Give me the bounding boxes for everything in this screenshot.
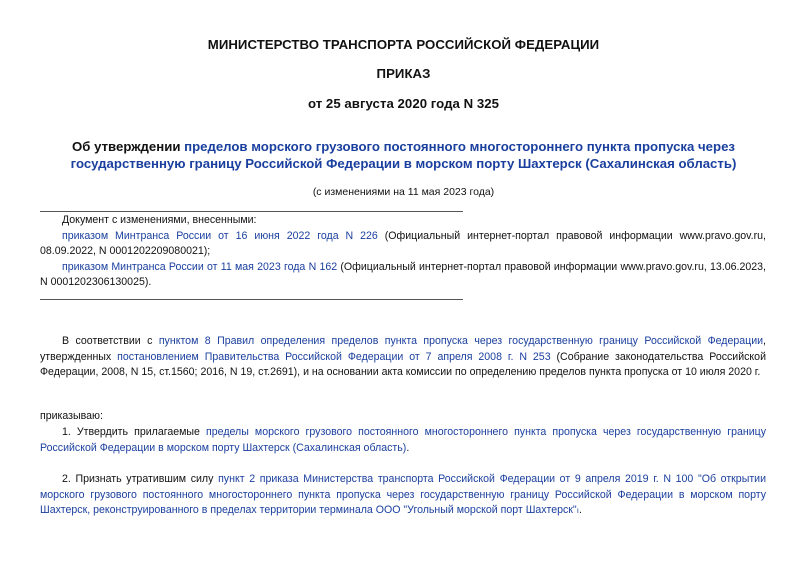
title-prefix: Об утверждении <box>72 139 185 154</box>
footnote-marker[interactable]: ı <box>576 506 579 516</box>
order-item-1: 1. Утвердить прилагаемые пределы морского грузового постоянного многостороннего пункта пропуска через государственную границу Российской Федерации в морском порту Шахтерск (Сахалинская область). <box>40 426 766 454</box>
changes-date-note: (с изменениями на 11 мая 2023 года) <box>312 186 495 198</box>
top-divider <box>40 211 463 212</box>
amendments-block <box>40 213 766 291</box>
document-title <box>40 138 767 172</box>
amendments-intro: Документ с изменениями, внесенными: <box>62 214 257 226</box>
bottom-divider <box>40 299 463 300</box>
order-word: приказываю: <box>40 410 103 422</box>
ministry-heading: МИНИСТЕРСТВО ТРАНСПОРТА РОССИЙСКОЙ ФЕДЕРАЦИИ <box>207 37 600 52</box>
approved-limits-link[interactable]: пределы морского грузового постоянного многостороннего пункта пропуска через государственную границу Российской Федерации в морском порту Шахтерск (Сахалинская область) <box>40 426 766 454</box>
government-decree-link[interactable]: постановлением Правительства Российской Федерации от 7 апреля 2008 г. N 253 <box>117 350 551 363</box>
amendment-item <box>40 229 766 260</box>
order-item-2: 2. Признать утратившим силу пункт 2 приказа Министерства транспорта Российской Федерации от 9 апреля 2019 г. N 100 "Об открытии морского грузового постоянного многостороннего пункта пропуска через государственную границу Российской Федерации в морском порту Шахтерск, реконструированного в пределах территории терминала ООО "Угольный морской порт Шахтерск"ı. <box>40 473 767 517</box>
title-link[interactable]: пределов морского грузового постоянного многостороннего пункта пропуска через государственную границу Российской Федерации в морском порту Шахтерск (Сахалинская область) <box>70 139 737 171</box>
repealed-order-link[interactable]: пункт 2 приказа Министерства транспорта Российской Федерации от 9 апреля 2019 г. N 100 "Об открытии морского грузового постоянного многостороннего пункта пропуска через государственную границу Российской Федерации в морском порту Шахтерск, реконструированного в пределах территории терминала ООО "Угольный морской порт Шахтерск" <box>40 473 767 517</box>
amendment-source: (Официальный интернет-портал правовой информации www.pravo.gov.ru, 13.06.2023, N 0001202306130025). <box>40 260 766 288</box>
date-number-heading: от 25 августа 2020 года N 325 <box>307 96 500 111</box>
amendment-link[interactable]: приказом Минтранса России от 11 мая 2023 года N 162 <box>62 260 338 273</box>
preamble-paragraph: В соответствии с пунктом 8 Правил определения пределов пункта пропуска через государственную границу Российской Федерации, утвержденных постановлением Правительства Российской Федерации от 7 апреля 2008 г. N 253 (Собрание законодательства Российской Федерации, 2008, N 15, ст.1560; 2016, N 19, ст.2691), и на основании акта комиссии по определению пределов пункта пропуска от 10 июля 2020 г. <box>40 335 766 379</box>
amendment-link[interactable]: приказом Минтранса России от 16 июня 2022 года N 226 <box>62 229 378 242</box>
amendment-item <box>40 260 766 291</box>
document-type-heading: ПРИКАЗ <box>376 66 431 81</box>
amendment-source: (Официальный интернет-портал правовой информации www.pravo.gov.ru, 08.09.2022, N 0001202209080021); <box>40 229 766 257</box>
rules-link[interactable]: пунктом 8 Правил определения пределов пункта пропуска через государственную границу Российской Федерации <box>158 335 764 347</box>
